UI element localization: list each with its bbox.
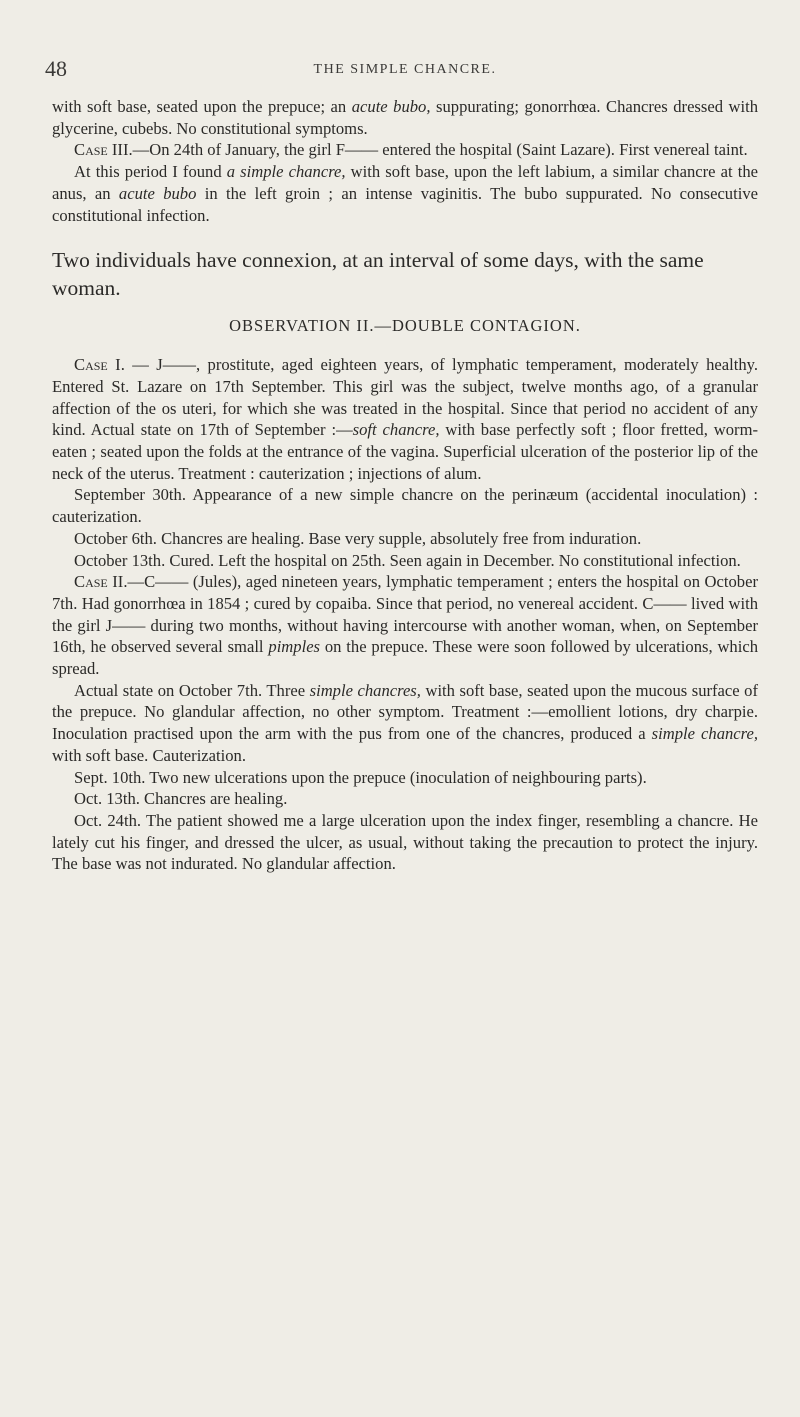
section-subheading: Two individuals have connexion, at an interval of some days, with the same woman.	[52, 248, 704, 301]
paragraph-oct-13: October 13th. Cured. Left the hospital on 25th. Seen again in December. No constitutional infection.	[74, 550, 741, 570]
text-run: with soft base. Cauterization.	[52, 745, 247, 765]
paragraph-case-iii	[52, 139, 758, 161]
text-run: in the left groin ; an intense vaginitis. The bubo suppurated. No consecutive constitutional infection.	[52, 183, 758, 225]
italic-term: soft chancre,	[352, 420, 440, 440]
case-label: Case II.	[74, 572, 128, 592]
paragraph-oct-13-b: Oct. 13th. Chancres are healing.	[74, 789, 288, 809]
text-run: At this period I found	[74, 162, 227, 182]
running-title: THE SIMPLE CHANCRE.	[313, 62, 497, 77]
italic-term: acute bubo,	[351, 97, 431, 116]
text-run: with soft base, upon the left labium, a similar chancre at the anus, an	[52, 162, 758, 203]
paragraph-case-ii	[52, 571, 758, 680]
paragraph-sept-10: Sept. 10th. Two new ulcerations upon the prepuce (inoculation of neighbouring parts).	[74, 767, 647, 787]
page-header	[45, 56, 758, 82]
italic-term: simple chancre,	[651, 724, 759, 744]
observation-heading: OBSERVATION II.—DOUBLE CONTAGION.	[229, 316, 581, 336]
paragraph-case-i	[52, 354, 758, 484]
text-run: with soft base, seated upon the prepuce; an	[52, 97, 352, 116]
text-run: —On 24th of January, the girl F—— entered the hospital (Saint Lazare). First venereal taint.	[132, 140, 748, 160]
text-run: on the prepuce. These were soon followed by ulcerations, which spread.	[52, 637, 758, 679]
body-text	[52, 96, 758, 875]
case-label: Case I.	[74, 355, 125, 375]
page-number: 48	[45, 56, 67, 81]
text-run: with soft base, seated upon the mucous surface of the prepuce. No glandular affection, no other symptom. Treatment :—emollient lotions, dry charpie. Inoculation practised upon the arm with the pus from one of the chancres, produced a	[52, 680, 759, 744]
paragraph-case-ii-state	[52, 680, 758, 767]
book-page	[45, 56, 759, 875]
text-run: with base perfectly soft ; floor fretted, worm-eaten ; seated upon the folds at the entrance of the vagina. Superficial ulceration of the posterior lip of the neck of the uterus. Treatment : cauterization ; injections of alum.	[52, 420, 758, 483]
text-run: — J——, prostitute, aged eighteen years, of lymphatic temperament, moderately healthy. Entered St. Lazare on 17th September. This girl was the subject, twelve months ago, of a granular affection of the os uteri, for which she was treated in the hospital. Since that period no accident of any kind. Actual state on 17th of September :—	[52, 355, 758, 440]
text-run: —C—— (Jules), aged nineteen years, lymphatic temperament ; enters the hospital on October 7th. Had gonorrhœa in 1854 ; cured by copaiba. Since that period, no venereal accident. C—— lived with the girl J—— during two months, without having intercourse with another woman, when, on September 16th, he observed several small	[52, 572, 758, 657]
italic-term: pimples	[268, 637, 321, 657]
paragraph-oct-24: Oct. 24th. The patient showed me a large ulceration upon the index finger, resembling a chancre. He lately cut his finger, and dressed the ulcer, as usual, without taking the precaution to protect the injury. The base was not indurated. No glandular affection.	[52, 810, 758, 874]
paragraph-case-iii-findings	[52, 161, 758, 226]
case-label: Case III.	[74, 140, 133, 160]
paragraph-continuation	[52, 96, 758, 139]
text-run: Actual state on October 7th. Three	[74, 680, 310, 700]
paragraph-oct-6: October 6th. Chancres are healing. Base very supple, absolutely free from induration.	[74, 528, 642, 548]
italic-term: a simple chancre,	[226, 162, 346, 182]
italic-term: simple chancres,	[309, 680, 421, 700]
paragraph-sept-30: September 30th. Appearance of a new simple chancre on the perinæum (accidental inoculation) : cauterization.	[52, 485, 758, 527]
text-run: suppurating; gonorrhœa. Chancres dressed with glycerine, cubebs. No constitutional symptoms.	[52, 97, 759, 138]
italic-term: acute bubo	[118, 183, 197, 203]
